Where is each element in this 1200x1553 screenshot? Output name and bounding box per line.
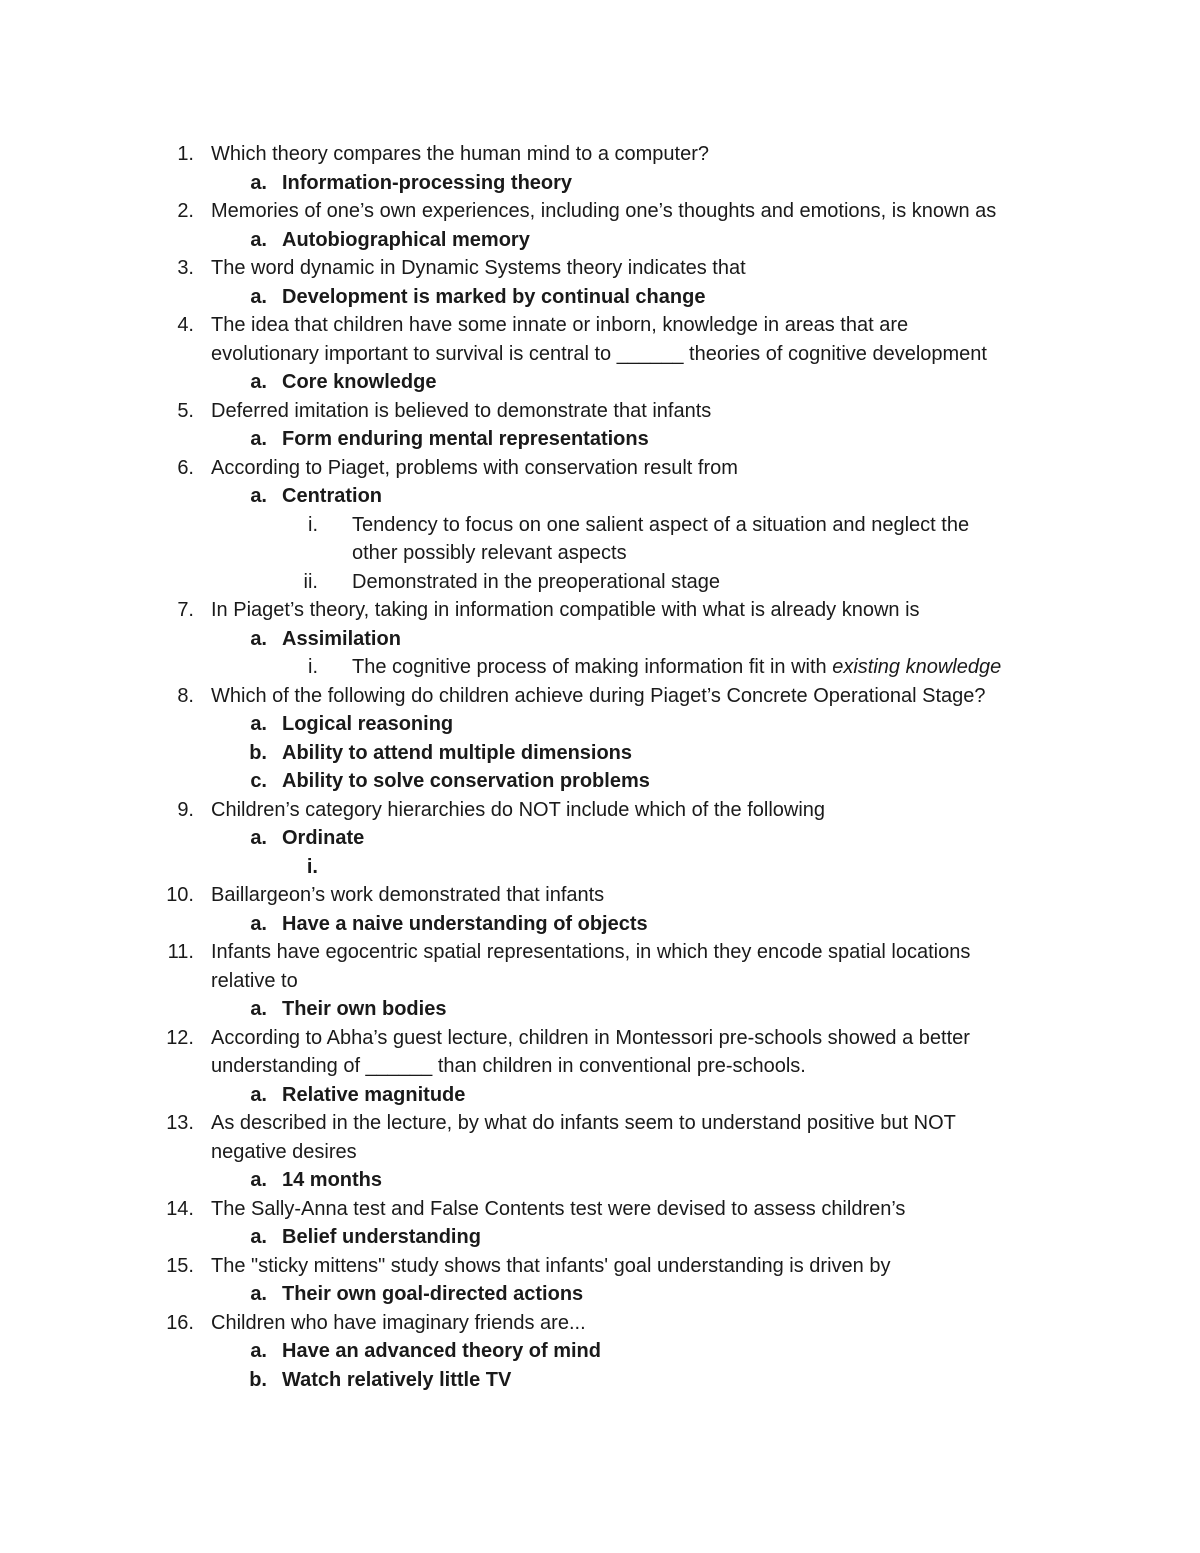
list-marker: i. bbox=[308, 656, 318, 678]
answer-line bbox=[0, 625, 1200, 654]
list-text bbox=[211, 340, 987, 369]
sub-note-continuation-line bbox=[0, 539, 1200, 568]
list-text bbox=[282, 1337, 601, 1366]
list-text bbox=[211, 796, 825, 825]
list-marker: a. bbox=[250, 1340, 267, 1362]
question-continuation-line bbox=[0, 340, 1200, 369]
list-text-content: Assimilation bbox=[282, 627, 401, 650]
list-marker: 10. bbox=[166, 884, 194, 906]
list-marker: 13. bbox=[166, 1112, 194, 1134]
answer-line bbox=[0, 169, 1200, 198]
list-text bbox=[211, 967, 298, 996]
list-marker: 2. bbox=[177, 200, 194, 222]
document-page bbox=[0, 140, 1200, 1394]
list-text-content: Information-processing theory bbox=[282, 171, 573, 194]
list-text bbox=[282, 169, 572, 198]
list-text bbox=[282, 226, 530, 255]
list-text-content: As described in the lecture, by what do infants seem to understand positive but NOT bbox=[211, 1112, 956, 1134]
answer-line bbox=[0, 1337, 1200, 1366]
question-line bbox=[0, 881, 1200, 910]
list-text bbox=[211, 1252, 890, 1281]
list-marker: a. bbox=[250, 228, 267, 251]
answer-line bbox=[0, 1223, 1200, 1252]
list-marker: 15. bbox=[166, 1254, 194, 1277]
list-text-content: According to Piaget, problems with conservation result from bbox=[211, 456, 738, 479]
list-text bbox=[282, 1280, 583, 1309]
list-text bbox=[211, 454, 738, 483]
list-marker: b. bbox=[249, 1368, 267, 1391]
answer-line bbox=[0, 1081, 1200, 1110]
list-text bbox=[211, 1052, 806, 1081]
list-marker: a. bbox=[250, 1169, 267, 1191]
list-text bbox=[211, 140, 709, 169]
answer-line bbox=[0, 425, 1200, 454]
list-text bbox=[282, 625, 401, 654]
list-text bbox=[211, 311, 908, 340]
answer-line bbox=[0, 482, 1200, 511]
list-marker: c. bbox=[250, 770, 267, 792]
list-marker: a. bbox=[250, 1226, 267, 1248]
list-text-content: Ability to attend multiple dimensions bbox=[282, 741, 633, 764]
sub-note-line bbox=[0, 568, 1200, 597]
list-text bbox=[211, 596, 920, 625]
list-text-content: 14 months bbox=[282, 1169, 383, 1191]
list-text-content: Tendency to focus on one salient aspect of a situation and neglect the bbox=[352, 513, 970, 536]
list-text bbox=[282, 767, 650, 796]
list-text bbox=[211, 197, 996, 226]
answer-line bbox=[0, 226, 1200, 255]
list-text bbox=[211, 881, 604, 910]
question-line bbox=[0, 1195, 1200, 1224]
question-line bbox=[0, 197, 1200, 226]
answer-line bbox=[0, 283, 1200, 312]
list-text bbox=[282, 1366, 511, 1395]
list-text-content: Demonstrated in the preoperational stage bbox=[352, 570, 721, 593]
list-text bbox=[282, 710, 453, 739]
answer-line bbox=[0, 910, 1200, 939]
list-text bbox=[352, 568, 720, 597]
list-text bbox=[282, 910, 648, 939]
list-text-content: Memories of one’s own experiences, including one’s thoughts and emotions, is known as bbox=[211, 200, 997, 222]
question-continuation-line bbox=[0, 1052, 1200, 1081]
list-text-content: evolutionary important to survival is central to ______ theories of cognitive development bbox=[211, 342, 987, 365]
list-text-content: Baillargeon’s work demonstrated that infants bbox=[211, 884, 605, 906]
list-text bbox=[282, 1223, 481, 1252]
list-marker: 11. bbox=[167, 941, 194, 963]
list-marker: 16. bbox=[166, 1311, 194, 1334]
question-line bbox=[0, 1109, 1200, 1138]
list-text-content: According to Abha’s guest lecture, children in Montessori pre-schools showed a better bbox=[211, 1026, 970, 1049]
list-marker: a. bbox=[250, 912, 267, 935]
list-text bbox=[211, 1024, 970, 1053]
list-text bbox=[352, 511, 969, 540]
list-text-content: The Sally-Anna test and False Contents test were devised to assess children’s bbox=[211, 1197, 906, 1220]
answer-line bbox=[0, 368, 1200, 397]
list-text-content: understanding of ______ than children in conventional pre-schools. bbox=[211, 1055, 806, 1077]
question-line bbox=[0, 1024, 1200, 1053]
list-text-content: Have an advanced theory of mind bbox=[282, 1340, 601, 1362]
list-text-content: Development is marked by continual change bbox=[282, 285, 706, 308]
list-marker: a. bbox=[250, 713, 267, 735]
list-marker: i. bbox=[306, 855, 318, 878]
list-text-content: Form enduring mental representations bbox=[282, 428, 649, 450]
question-line bbox=[0, 140, 1200, 169]
list-text bbox=[352, 653, 1001, 682]
question-line bbox=[0, 311, 1200, 340]
list-marker: i. bbox=[308, 513, 318, 536]
italic-text: existing knowledge bbox=[832, 656, 1002, 678]
list-text-content: Which of the following do children achieve during Piaget’s Concrete Operational Stage? bbox=[211, 684, 986, 707]
list-marker: a. bbox=[250, 1283, 267, 1305]
list-text bbox=[282, 368, 436, 397]
list-marker: 1. bbox=[177, 143, 194, 165]
list-marker: b. bbox=[249, 741, 267, 764]
sub-note-line bbox=[0, 511, 1200, 540]
list-text-content: The word dynamic in Dynamic Systems theory indicates that bbox=[211, 257, 746, 279]
list-marker: ii. bbox=[303, 570, 318, 593]
list-marker: 14. bbox=[166, 1197, 194, 1220]
list-marker: a. bbox=[250, 627, 267, 650]
answer-line bbox=[0, 995, 1200, 1024]
list-marker: a. bbox=[250, 998, 267, 1020]
list-text-content: Autobiographical memory bbox=[282, 228, 530, 251]
list-marker: 9. bbox=[177, 798, 194, 821]
list-text bbox=[211, 682, 986, 711]
list-text bbox=[211, 1309, 586, 1338]
list-marker: a. bbox=[250, 428, 267, 450]
list-marker: 5. bbox=[177, 399, 194, 422]
list-marker: 8. bbox=[177, 684, 194, 707]
list-marker: a. bbox=[250, 485, 267, 507]
list-text bbox=[282, 425, 649, 454]
answer-line bbox=[0, 824, 1200, 853]
list-text-content: Belief understanding bbox=[282, 1226, 481, 1248]
answer-line bbox=[0, 1280, 1200, 1309]
list-text-content: Children who have imaginary friends are... bbox=[211, 1311, 586, 1334]
list-text-content: Ordinate bbox=[282, 827, 365, 849]
list-marker: a. bbox=[250, 827, 267, 849]
list-text-content: Core knowledge bbox=[282, 371, 437, 393]
list-text bbox=[352, 539, 627, 568]
list-text bbox=[211, 397, 711, 426]
list-marker: 12. bbox=[166, 1026, 194, 1049]
list-text bbox=[282, 482, 382, 511]
question-line bbox=[0, 796, 1200, 825]
list-text-content: Infants have egocentric spatial representations, in which they encode spatial locations bbox=[211, 941, 971, 963]
list-text bbox=[211, 938, 970, 967]
list-text-content: other possibly relevant aspects bbox=[352, 542, 627, 564]
sub-note-line bbox=[0, 853, 1200, 882]
list-text bbox=[282, 995, 446, 1024]
list-marker: 6. bbox=[177, 456, 194, 479]
answer-line bbox=[0, 767, 1200, 796]
question-continuation-line bbox=[0, 1138, 1200, 1167]
list-text-content: Centration bbox=[282, 485, 382, 507]
list-marker: a. bbox=[250, 171, 267, 194]
list-text bbox=[211, 1109, 956, 1138]
list-text-content: negative desires bbox=[211, 1140, 357, 1163]
list-text-content: Relative magnitude bbox=[282, 1083, 466, 1106]
list-text-content: Which theory compares the human mind to a computer? bbox=[211, 143, 710, 165]
question-line bbox=[0, 454, 1200, 483]
list-text-content: The idea that children have some innate or inborn, knowledge in areas that are bbox=[211, 314, 909, 336]
list-text bbox=[282, 824, 364, 853]
list-text-content: Watch relatively little TV bbox=[282, 1368, 512, 1391]
list-text-content: Their own bodies bbox=[282, 998, 447, 1020]
list-text bbox=[282, 1166, 382, 1195]
list-text bbox=[211, 1195, 905, 1224]
question-line bbox=[0, 938, 1200, 967]
question-line bbox=[0, 254, 1200, 283]
list-text-content: relative to bbox=[211, 969, 298, 992]
list-text bbox=[211, 254, 746, 283]
answer-line bbox=[0, 739, 1200, 768]
list-marker: a. bbox=[250, 285, 267, 308]
list-text bbox=[282, 739, 632, 768]
list-marker: 3. bbox=[177, 257, 194, 279]
list-text bbox=[282, 1081, 465, 1110]
question-line bbox=[0, 682, 1200, 711]
question-line bbox=[0, 596, 1200, 625]
list-marker: a. bbox=[250, 371, 267, 393]
list-text-content: Logical reasoning bbox=[282, 713, 454, 735]
list-text bbox=[282, 283, 705, 312]
list-text-content: The "sticky mittens" study shows that infants' goal understanding is driven by bbox=[211, 1254, 891, 1277]
question-continuation-line bbox=[0, 967, 1200, 996]
list-text bbox=[211, 1138, 357, 1167]
list-text-content: Ability to solve conservation problems bbox=[282, 770, 650, 792]
list-text-content: In Piaget’s theory, taking in information compatible with what is already known is bbox=[211, 599, 920, 621]
sub-note-line bbox=[0, 653, 1200, 682]
list-marker: a. bbox=[250, 1083, 267, 1106]
question-line bbox=[0, 1309, 1200, 1338]
answer-line bbox=[0, 1166, 1200, 1195]
list-text-content: The cognitive process of making information fit in with bbox=[352, 656, 833, 678]
list-text-content: Children’s category hierarchies do NOT include which of the following bbox=[211, 798, 826, 821]
answer-line bbox=[0, 1366, 1200, 1395]
list-text-content: Deferred imitation is believed to demonstrate that infants bbox=[211, 399, 712, 422]
answer-line bbox=[0, 710, 1200, 739]
question-line bbox=[0, 397, 1200, 426]
list-text-content: Their own goal-directed actions bbox=[282, 1283, 584, 1305]
list-marker: 4. bbox=[177, 314, 194, 336]
list-text-content: Have a naive understanding of objects bbox=[282, 912, 648, 935]
list-marker: 7. bbox=[177, 599, 194, 621]
question-line bbox=[0, 1252, 1200, 1281]
